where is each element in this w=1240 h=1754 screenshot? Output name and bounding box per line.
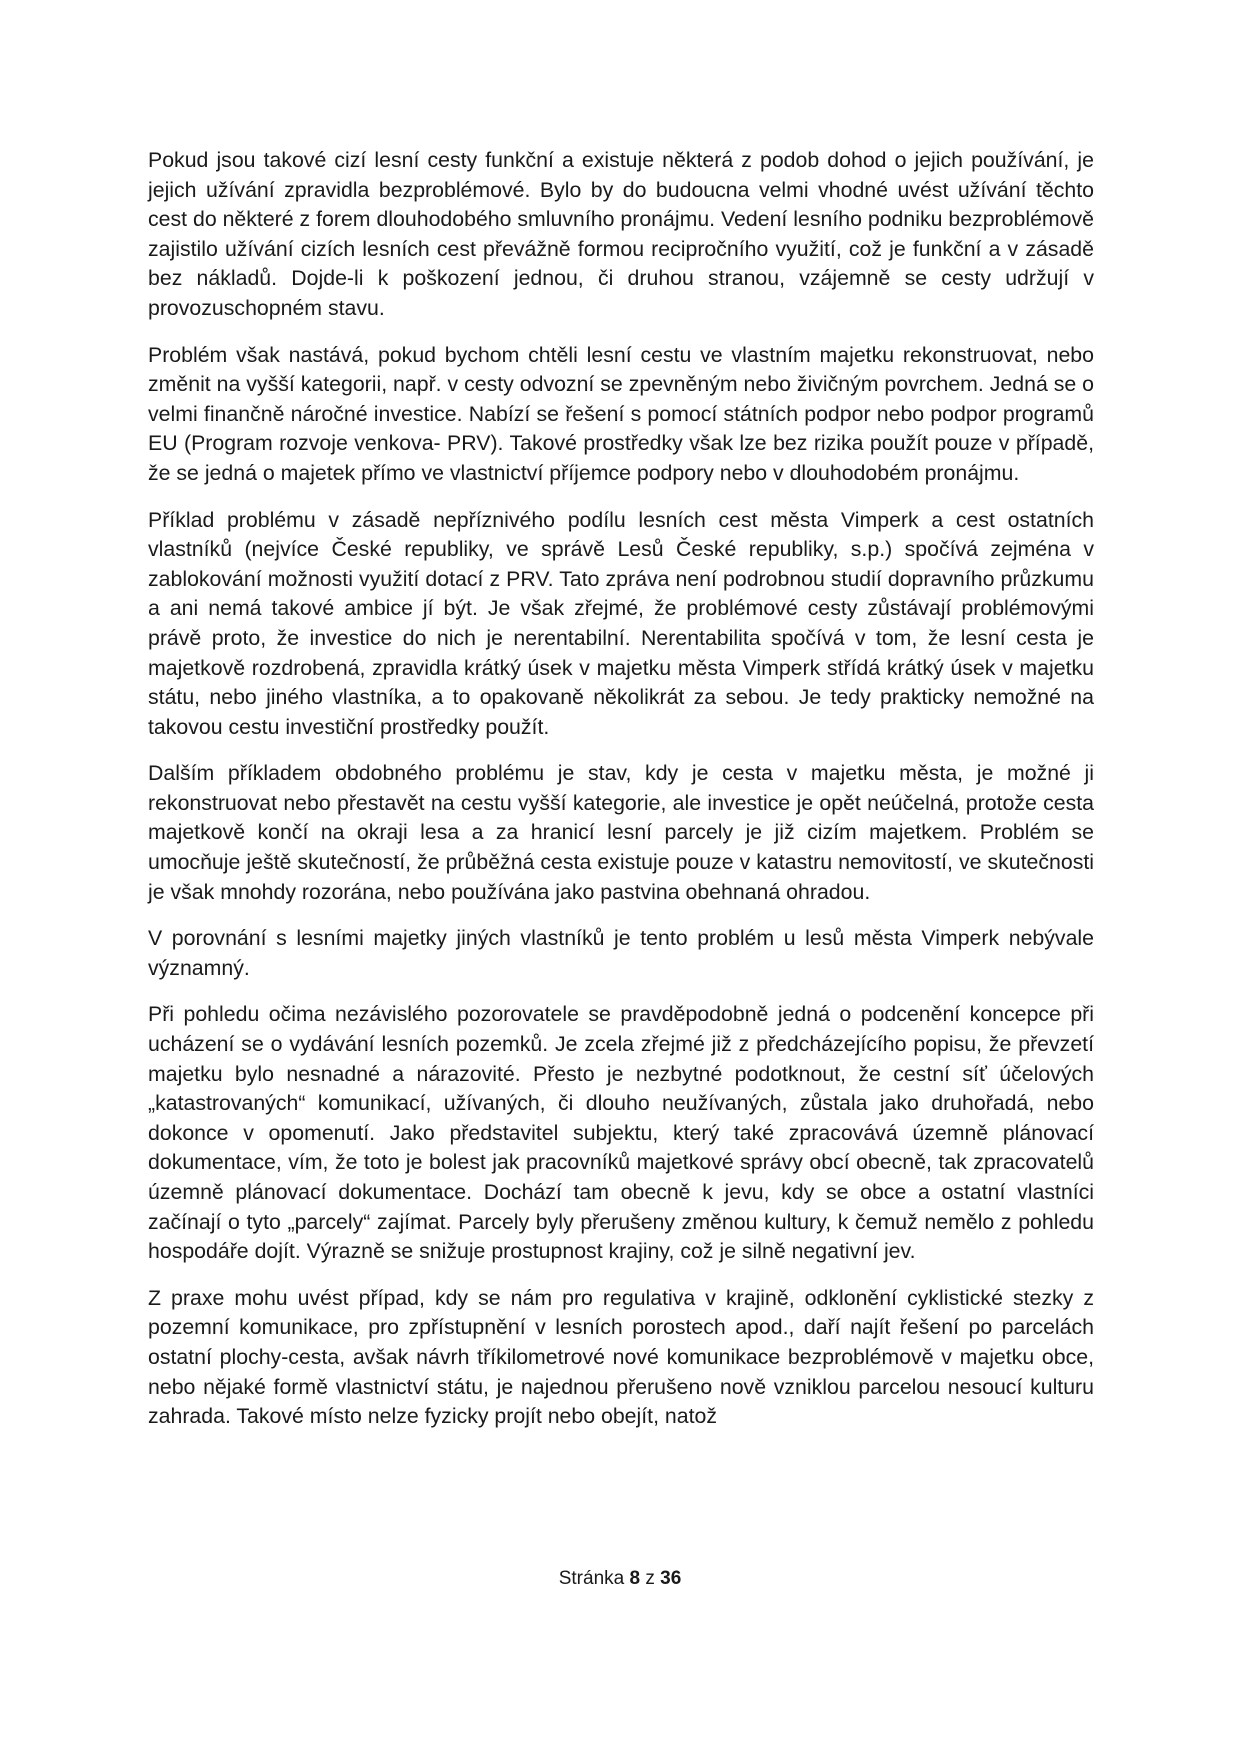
paragraph-1: Pokud jsou takové cizí lesní cesty funkční a existuje některá z podob dohod o jejich používání, je jejich užívání zpravidla bezproblémové. Bylo by do budoucna velmi vhodné uvést užívání těchto cest do některé z forem dlouhodobého smluvního pronájmu. Vedení lesního podniku bezproblémově zajistilo užívání cizích lesních cest převážně formou recipročního využití, což je funkční a v zásadě bez nákladů. Dojde-li k poškození jednou, či druhou stranou, vzájemně se cesty udržují v provozuschopném stavu. — [148, 148, 1094, 320]
current-page-number: 8 — [629, 1568, 641, 1589]
page-footer — [0, 1568, 1240, 1590]
total-pages-number: 36 — [660, 1568, 682, 1589]
paragraph-2: Problém však nastává, pokud bychom chtěli lesní cestu ve vlastním majetku rekonstruovat, nebo změnit na vyšší kategorii, např. v cesty odvozní se zpevněným nebo živičným povrchem. Jedná se o velmi finančně náročné investice. Nabízí se řešení s pomocí státních podpor nebo podpor programů EU (Program rozvoje venkova- PRV). Takové prostředky však lze bez rizika použít pouze v případě, že se jedná o majetek přímo ve vlastnictví příjemce podpory nebo v dlouhodobém pronájmu. — [148, 342, 1094, 485]
page-separator: z — [645, 1568, 655, 1589]
document-body — [148, 146, 1094, 1449]
page-label: Stránka — [558, 1568, 625, 1589]
paragraph-7: Z praxe mohu uvést případ, kdy se nám pro regulativa v krajině, odklonění cyklistické stezky z pozemní komunikace, pro zpřístupnění v lesních porostech apod., daří najít řešení po parcelách ostatní plochy-cesta, avšak návrh tříkilometrové nové komunikace bezproblémově v majetku obce, nebo nějaké formě vlastnictví státu, je najednou přerušeno nově vzniklou parcelou nesoucí kulturu zahrada. Takové místo nelze fyzicky projít nebo obejít, natož — [148, 1285, 1094, 1429]
paragraph-4: Dalším příkladem obdobného problému je stav, kdy je cesta v majetku města, je možné ji rekonstruovat nebo přestavět na cestu vyšší kategorie, ale investice je opět neúčelná, protože cesta majetkově končí na okraji lesa a za hranicí lesní parcely je již cizím majetkem. Problém se umocňuje ještě skutečností, že průběžná cesta existuje pouze v katastru nemovitostí, ve skutečnosti je však mnohdy rozorána, nebo používána jako pastvina obehnaná ohradou. — [148, 761, 1094, 904]
paragraph-3: Příklad problému v zásadě nepříznivého podílu lesních cest města Vimperk a cest ostatních vlastníků (nejvíce České republiky, ve správě Lesů České republiky, s.p.) spočívá zejména v zablokování možnosti využití dotací z PRV. Tato zpráva není podrobnou studií dopravního průzkumu a ani nemá takové ambice jí být. Je však zřejmé, že problémové cesty zůstávají problémovými právě proto, že investice do nich je nerentabilní. Nerentabilita spočívá v tom, že lesní cesta je majetkově rozdrobená, zpravidla krátký úsek v majetku města Vimperk střídá krátký úsek v majetku státu, nebo jiného vlastníka, a to opakovaně několikrát za sebou. Je tedy prakticky nemožné na takovou cestu investiční prostředky použít. — [148, 507, 1094, 739]
paragraph-5: V porovnání s lesními majetky jiných vlastníků je tento problém u lesů města Vimperk nebývale významný. — [148, 926, 1094, 980]
paragraph-6: Při pohledu očima nezávislého pozorovatele se pravděpodobně jedná o podcenění koncepce při ucházení se o vydávání lesních pozemků. Je zcela zřejmé již z předcházejícího popisu, že převzetí majetku bylo nesnadné a nárazovité. Přesto je nezbytné podotknout, že cestní síť účelových „katastrovaných“ komunikací, užívaných, či dlouho neužívaných, zůstala jako druhořadá, nebo dokonce v opomenutí. Jako představitel subjektu, který také zpracovává územně plánovací dokumentace, vím, že toto je bolest jak pracovníků majetkové správy obcí obecně, tak zpracovatelů územně plánovací dokumentace. Dochází tam obecně k jevu, kdy se obce a ostatní vlastníci začínají o tyto „parcely“ zajímat. Parcely byly přerušeny změnou kultury, k čemuž nemělo z pohledu hospodáře dojít. Výrazně se snižuje prostupnost krajiny, což je silně negativní jev. — [148, 1002, 1094, 1264]
